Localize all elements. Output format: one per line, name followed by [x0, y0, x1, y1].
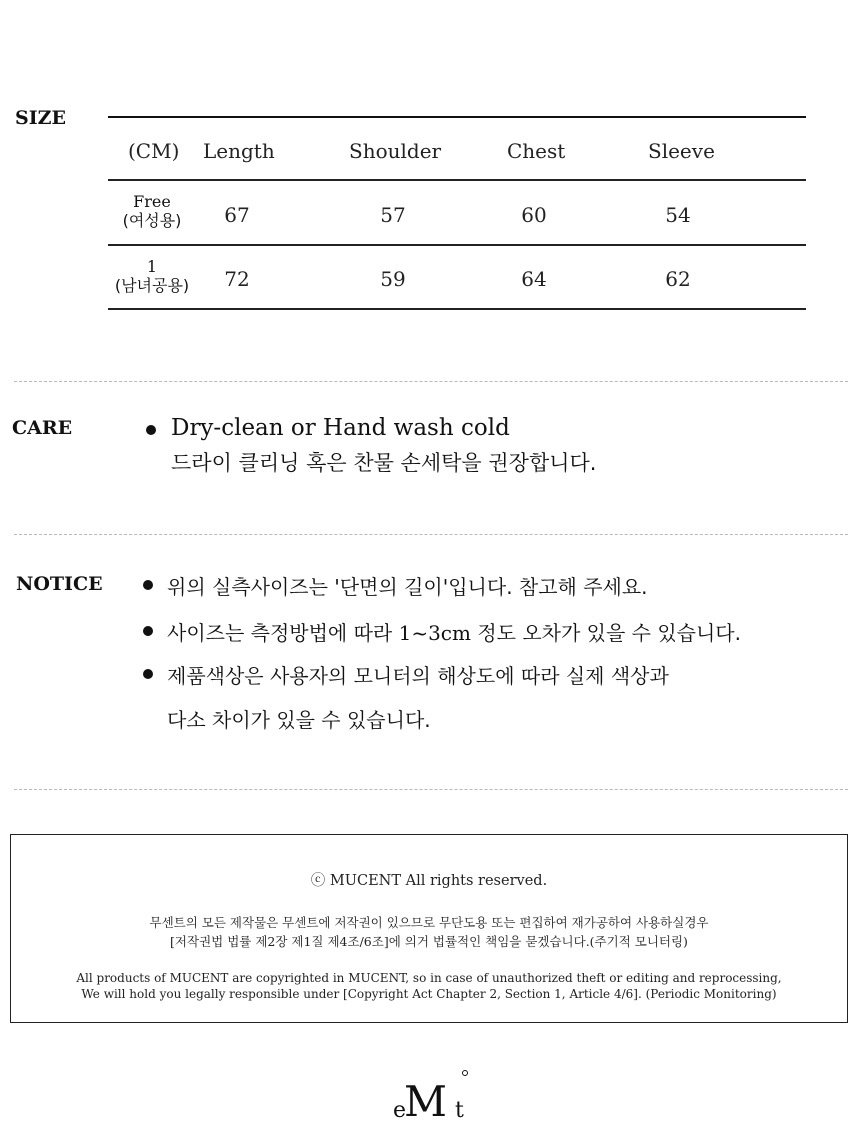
brand-logo: [392, 1070, 472, 1126]
header-chest: Chest: [507, 139, 566, 163]
size-name-line2: (남녀공용): [114, 276, 190, 295]
notice-item-color: 제품색상은 사용자의 모니터의 해상도에 따라 실제 색상과: [167, 664, 669, 688]
tolerance-range: 1~3cm: [398, 621, 471, 645]
logo-letter-m: M: [404, 1077, 446, 1126]
bullet-icon: [143, 626, 153, 636]
cell-length: 67: [224, 203, 250, 227]
logo-dot-icon: [462, 1070, 468, 1076]
section-divider: [14, 381, 848, 382]
size-name-line2: (여성용): [122, 211, 182, 230]
table-top-rule: [108, 116, 806, 118]
size-name: [115, 257, 189, 295]
bullet-icon: [146, 425, 156, 435]
cell-length: 72: [224, 267, 250, 291]
cell-sleeve: 54: [665, 203, 691, 227]
cell-chest: 60: [521, 203, 547, 227]
notice-item-measurement: 위의 실측사이즈는 '단면의 길이'입니다. 참고해 주세요.: [167, 575, 648, 599]
logo-letter-e: e: [393, 1098, 407, 1123]
table-header-rule: [108, 179, 806, 181]
size-name: [123, 192, 182, 230]
copyright-title: ⓒ MUCENT All rights reserved.: [310, 873, 548, 889]
section-divider: [14, 534, 848, 535]
table-row-rule: [108, 244, 806, 246]
cell-chest: 64: [521, 267, 547, 291]
size-section-label: SIZE: [15, 107, 66, 129]
notice-item-color-cont: 다소 차이가 있을 수 있습니다.: [167, 708, 431, 732]
table-bottom-rule: [108, 308, 806, 310]
bullet-icon: [143, 580, 153, 590]
cell-sleeve: 62: [665, 267, 691, 291]
header-shoulder: Shoulder: [349, 139, 442, 163]
copyright-kr-line2: [저작권법 법률 제2장 제1질 제4조/6조]에 의거 법률적인 책임을 묻겠습니다.(주기적 모니터링): [170, 934, 688, 949]
care-section-label: CARE: [12, 417, 73, 439]
notice-item-tolerance: [167, 617, 741, 646]
copyright-en-line1: All products of MUCENT are copyrighted in MUCENT, so in case of unauthorized theft or editing and reprocessing,: [76, 971, 782, 985]
notice-text: 정도 오차가 있을 수 있습니다.: [470, 621, 741, 645]
header-length: Length: [203, 139, 275, 163]
copyright-box: [10, 834, 848, 1023]
care-instruction-en: Dry-clean or Hand wash cold: [171, 415, 510, 441]
logo-letter-t: t: [455, 1098, 464, 1123]
bullet-icon: [143, 669, 153, 679]
cell-shoulder: 57: [380, 203, 406, 227]
section-divider: [14, 789, 848, 790]
notice-text: 사이즈는 측정방법에 따라: [167, 621, 399, 645]
size-name-line1: 1: [146, 257, 158, 276]
copyright-kr-line1: 무센트의 모든 제작물은 무센트에 저작권이 있으므로 무단도용 또는 편집하여 재가공하여 사용하실경우: [149, 915, 709, 930]
cell-shoulder: 59: [380, 267, 406, 291]
notice-section-label: NOTICE: [16, 573, 103, 595]
copyright-en-line2: We will hold you legally responsible under [Copyright Act Chapter 2, Section 1, Article 4/6]. (Periodic Monitoring): [81, 987, 777, 1001]
header-unit: (CM): [128, 139, 180, 163]
size-name-line1: Free: [133, 192, 171, 211]
header-sleeve: Sleeve: [648, 139, 715, 163]
care-instruction-kr: 드라이 클리닝 혹은 찬물 손세탁을 권장합니다.: [171, 451, 597, 475]
